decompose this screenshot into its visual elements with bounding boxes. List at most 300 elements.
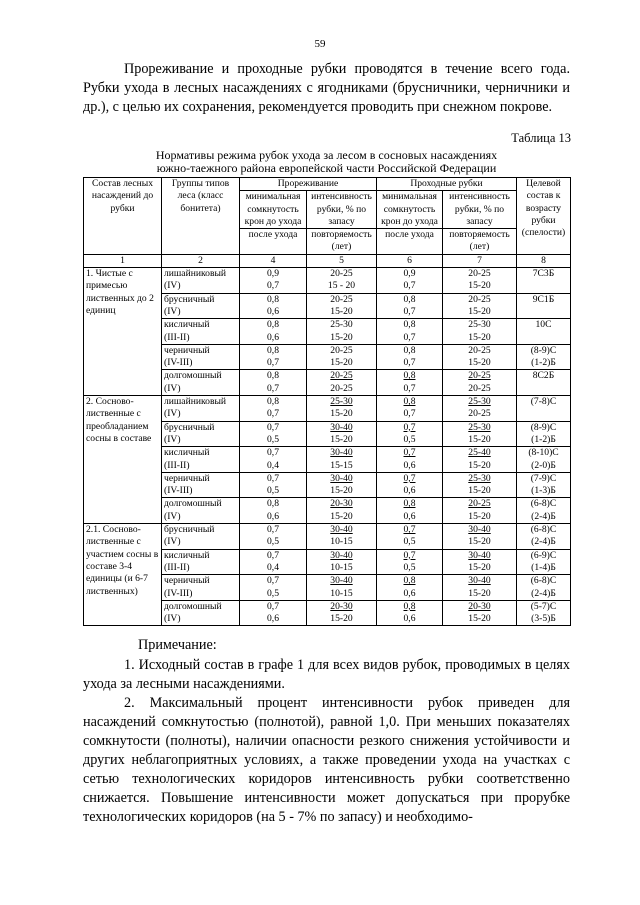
bonitet-class: (IV) xyxy=(164,433,181,445)
group-name: 2. Сосново-лиственные с преобладанием сосны в составе xyxy=(84,396,162,524)
p_min-value xyxy=(379,473,440,485)
t_int-value xyxy=(309,447,374,459)
forest-type-cell xyxy=(162,524,240,550)
p-int-cell xyxy=(443,498,517,524)
p-min-cell xyxy=(377,600,443,626)
col-number: 2 xyxy=(162,254,240,267)
t_int-value: 30-40 xyxy=(330,575,353,587)
t-int-cell xyxy=(307,319,377,345)
t-int-cell xyxy=(307,344,377,370)
t_int-value xyxy=(309,422,374,434)
bonitet-class: (IV) xyxy=(164,305,181,317)
target-composition: 9С1Б xyxy=(532,293,555,305)
bonitet-class: (III-II) xyxy=(164,459,190,471)
forest-type: брусничный xyxy=(164,421,215,433)
forest-type-cell xyxy=(162,344,240,370)
p_int-value: 15-20 xyxy=(468,561,491,573)
t_min-value: 0,7 xyxy=(267,382,279,394)
p-min-cell xyxy=(377,524,443,550)
p_int-value: 25-30 xyxy=(468,396,491,408)
p_min-value: 0,7 xyxy=(403,549,416,561)
forest-type: кисличный xyxy=(164,447,210,459)
p-int-cell xyxy=(443,268,517,294)
target-composition-cell xyxy=(517,549,571,575)
forest-type-cell xyxy=(162,472,240,498)
norms-table xyxy=(83,177,571,626)
page-number: 59 xyxy=(314,38,326,50)
t-min-cell xyxy=(240,344,307,370)
bonitet-class: (IV) xyxy=(164,280,181,292)
p_int-value: 15-20 xyxy=(468,459,491,471)
table-label: Таблица 13 xyxy=(511,131,571,145)
p_int-value: 25-30 xyxy=(468,472,491,484)
t_int-value: 15-20 xyxy=(330,331,353,343)
t_int-value: 30-40 xyxy=(330,524,353,536)
forest-type-cell xyxy=(162,370,240,396)
p_min-value: 0,9 xyxy=(403,268,416,280)
t_int-value: 20-25 xyxy=(330,268,353,280)
t-int-cell xyxy=(307,472,377,498)
t_min-value: 0,8 xyxy=(267,344,279,356)
group-name: 2.1. Сосново-лиственные с участием сосны в составе 3-4 единицы (и 6-7 лиственных) xyxy=(84,524,162,626)
p_int-value: 25-40 xyxy=(468,447,491,459)
t_int-value xyxy=(309,601,374,613)
intro-paragraph: Прореживание и проходные рубки проводятся в течение всего года. Рубки ухода в лесных насаждениях с ягодниками (брусничники, черничники и др.), с целью их сохранения, рекомендуется проводить при снежном покрове. xyxy=(83,61,570,115)
p-int-cell xyxy=(443,472,517,498)
forest-type: долгомошный xyxy=(164,370,222,382)
bonitet-class: (III-II) xyxy=(164,331,190,343)
table-row xyxy=(84,268,571,294)
t_min-value: 0,5 xyxy=(267,536,279,548)
target-composition: (6-8)С xyxy=(530,498,557,510)
target-composition-cell xyxy=(517,524,571,550)
p_min-value: 0,7 xyxy=(403,408,416,420)
p-min-cell xyxy=(377,472,443,498)
forest-type: кисличный xyxy=(164,549,210,561)
t-int-cell xyxy=(307,447,377,473)
header-composition: Состав лесных насаждений до рубки xyxy=(84,178,162,255)
target-composition: (6-8)С xyxy=(530,524,557,536)
note-title: Примечание: xyxy=(138,637,217,653)
forest-type: долгомошный xyxy=(164,600,222,612)
p-int-cell xyxy=(443,447,517,473)
target-composition: (2-0)Б xyxy=(531,459,556,471)
p_min-value: 0,5 xyxy=(403,433,416,445)
p_int-value: 30-40 xyxy=(468,524,491,536)
forest-type-cell xyxy=(162,575,240,601)
forest-type-cell xyxy=(162,447,240,473)
p_min-value: 0,6 xyxy=(403,485,416,497)
t-min-cell xyxy=(240,319,307,345)
t_int-value: 20-30 xyxy=(330,498,353,510)
target-composition: 8С2Б xyxy=(532,370,555,382)
target-composition: (6-9)С xyxy=(530,549,557,561)
t-min-cell xyxy=(240,498,307,524)
bonitet-class: (IV-III) xyxy=(164,357,193,369)
p_int-value: 20-25 xyxy=(468,268,491,280)
p_min-value xyxy=(379,575,440,587)
t-min-cell xyxy=(240,472,307,498)
p_min-value: 0,7 xyxy=(403,305,416,317)
p_int-value: 15-20 xyxy=(468,305,491,317)
p_int-value xyxy=(445,422,514,434)
target-composition-cell xyxy=(517,600,571,626)
target-composition-cell xyxy=(517,421,571,447)
header-thinning-after: после ухода xyxy=(240,229,307,255)
t-min-cell xyxy=(240,268,307,294)
p_int-value: 15-20 xyxy=(468,280,491,292)
t_int-value xyxy=(309,396,374,408)
t_min-value: 0,5 xyxy=(267,587,279,599)
p_int-value: 20-25 xyxy=(468,382,491,394)
p_min-value: 0,8 xyxy=(403,319,416,331)
t_int-value: 30-40 xyxy=(330,421,353,433)
t_min-value: 0,7 xyxy=(267,280,279,292)
p_min-value: 0,6 xyxy=(403,510,416,522)
target-composition-cell xyxy=(517,447,571,473)
col-number: 1 xyxy=(84,254,162,267)
bonitet-class: (IV) xyxy=(164,408,181,420)
p-int-cell xyxy=(443,524,517,550)
target-composition: 10С xyxy=(535,319,552,331)
header-passing-after: после ухода xyxy=(377,229,443,255)
forest-type: брусничный xyxy=(164,524,215,536)
t_min-value: 0,7 xyxy=(267,600,279,612)
t_min-value: 0,7 xyxy=(267,575,279,587)
p_min-value xyxy=(379,550,440,562)
p_min-value: 0,8 xyxy=(403,600,416,612)
t-min-cell xyxy=(240,549,307,575)
t-int-cell xyxy=(307,268,377,294)
target-composition: (3-5)Б xyxy=(531,613,556,625)
t_min-value: 0,7 xyxy=(267,447,279,459)
p_int-value xyxy=(445,447,514,459)
forest-type: черничный xyxy=(164,472,210,484)
column-number-row xyxy=(84,254,571,267)
p_min-value: 0,8 xyxy=(403,575,416,587)
t_int-value: 20-30 xyxy=(330,600,353,612)
p-min-cell xyxy=(377,344,443,370)
table-row xyxy=(84,396,571,422)
t_int-value xyxy=(309,370,374,382)
t_int-value: 30-40 xyxy=(330,549,353,561)
target-composition: (7-8)С xyxy=(530,396,557,408)
p_int-value xyxy=(445,601,514,613)
p-int-cell xyxy=(443,396,517,422)
p-min-cell xyxy=(377,575,443,601)
note-1: 1. Исходный состав в графе 1 для всех видов рубок, проводимых в целях ухода за лесными насаждениями. xyxy=(83,657,570,692)
p-min-cell xyxy=(377,549,443,575)
p-int-cell xyxy=(443,370,517,396)
col-number: 8 xyxy=(517,254,571,267)
p_int-value: 15-20 xyxy=(468,536,491,548)
target-composition-cell xyxy=(517,293,571,319)
header-passing-min-density: минимальная сомкнутость крон до ухода xyxy=(377,191,443,229)
p-min-cell xyxy=(377,268,443,294)
p_int-value: 15-20 xyxy=(468,433,491,445)
p-min-cell xyxy=(377,370,443,396)
p_int-value: 20-30 xyxy=(468,600,491,612)
t_min-value: 0,4 xyxy=(267,459,279,471)
col-number: 4 xyxy=(240,254,307,267)
target-composition: (6-8)С xyxy=(530,575,557,587)
t-min-cell xyxy=(240,293,307,319)
p_int-value: 15-20 xyxy=(468,357,491,369)
t-int-cell xyxy=(307,293,377,319)
p_int-value: 30-40 xyxy=(468,575,491,587)
note-2: 2. Максимальный процент интенсивности рубок приведен для насаждений сомкнутостью (полнотой), равной 1,0. При меньших показателях сомкнутости (полноты), наличии опасности резкого снижения устойчивости и других неблагоприятных условиях, а также проведении ухода на участках с сетью технологических коридоров интенсивность рубки соответственно снижается. Повышение интенсивности может допускаться при прорубке технологических коридоров (на 5 - 7% по запасу) и необходимо- xyxy=(83,695,570,825)
t-min-cell xyxy=(240,447,307,473)
t_min-value: 0,8 xyxy=(267,370,279,382)
t_int-value: 15-20 xyxy=(330,408,353,420)
p_min-value: 0,7 xyxy=(403,472,416,484)
target-composition-cell xyxy=(517,472,571,498)
target-composition: (8-9)С xyxy=(530,421,557,433)
p_int-value xyxy=(445,473,514,485)
p_int-value: 25-30 xyxy=(468,319,491,331)
t_int-value: 15 - 20 xyxy=(327,280,356,292)
forest-type: брусничный xyxy=(164,293,215,305)
t_int-value: 20-25 xyxy=(330,382,353,394)
p-min-cell xyxy=(377,396,443,422)
forest-type-cell xyxy=(162,600,240,626)
t_min-value: 0,8 xyxy=(267,319,279,331)
t_int-value: 30-40 xyxy=(330,472,353,484)
forest-type-cell xyxy=(162,319,240,345)
t_int-value: 20-25 xyxy=(330,370,353,382)
p_int-value xyxy=(445,575,514,587)
t-min-cell xyxy=(240,421,307,447)
t_int-value: 15-20 xyxy=(330,510,353,522)
target-composition: (1-2)Б xyxy=(531,433,556,445)
t_int-value xyxy=(309,575,374,587)
t_int-value: 10-15 xyxy=(330,561,353,573)
p_min-value: 0,7 xyxy=(403,524,416,536)
col-number: 6 xyxy=(377,254,443,267)
group-name: 1. Чистые с примесью лиственных до 2 единиц xyxy=(84,268,162,396)
header-forest-type: Группы типов леса (класс бонитета) xyxy=(162,178,240,255)
p_min-value: 0,7 xyxy=(403,447,416,459)
t-int-cell xyxy=(307,600,377,626)
t_int-value xyxy=(309,473,374,485)
t_min-value: 0,7 xyxy=(267,524,279,536)
p_int-value: 15-20 xyxy=(468,331,491,343)
t_int-value: 15-20 xyxy=(330,433,353,445)
p-int-cell xyxy=(443,575,517,601)
p_int-value: 25-30 xyxy=(468,421,491,433)
p_min-value: 0,8 xyxy=(403,396,416,408)
p-int-cell xyxy=(443,600,517,626)
p_int-value: 20-25 xyxy=(468,293,491,305)
forest-type-cell xyxy=(162,396,240,422)
target-composition: (1-2)Б xyxy=(531,357,556,369)
target-composition-cell xyxy=(517,575,571,601)
t_min-value: 0,6 xyxy=(267,510,279,522)
p_min-value xyxy=(379,601,440,613)
t_min-value: 0,8 xyxy=(267,396,279,408)
p_int-value xyxy=(445,370,514,382)
forest-type-cell xyxy=(162,498,240,524)
t_min-value: 0,9 xyxy=(267,268,279,280)
t_int-value: 15-20 xyxy=(330,613,353,625)
header-passing-cuts: Проходные рубки xyxy=(377,178,517,191)
p_int-value: 20-25 xyxy=(468,498,491,510)
p-int-cell xyxy=(443,344,517,370)
p-int-cell xyxy=(443,319,517,345)
table-caption-line1: Нормативы режима рубок ухода за лесом в сосновых насаждениях xyxy=(155,148,498,162)
col-number: 5 xyxy=(307,254,377,267)
p-int-cell xyxy=(443,293,517,319)
p_int-value: 15-20 xyxy=(468,510,491,522)
target-composition: (2-4)Б xyxy=(531,536,556,548)
p_min-value: 0,7 xyxy=(403,357,416,369)
header-passing-repeat: повторяемость (лет) xyxy=(443,229,517,255)
forest-type: черничный xyxy=(164,344,210,356)
t_int-value xyxy=(309,550,374,562)
t_min-value: 0,6 xyxy=(267,613,279,625)
target-composition-cell xyxy=(517,498,571,524)
p-min-cell xyxy=(377,447,443,473)
target-composition: (1-3)Б xyxy=(531,485,556,497)
t_int-value: 25-30 xyxy=(330,396,353,408)
t-int-cell xyxy=(307,370,377,396)
table-caption-line2: южно-таежного района европейской части Российской Федерации xyxy=(156,161,497,175)
t_min-value: 0,4 xyxy=(267,561,279,573)
t-int-cell xyxy=(307,524,377,550)
p_min-value: 0,6 xyxy=(403,459,416,471)
p_int-value: 20-25 xyxy=(468,344,491,356)
col-number: 7 xyxy=(443,254,517,267)
p_min-value xyxy=(379,370,440,382)
bonitet-class: (III-II) xyxy=(164,561,190,573)
forest-type: лишайниковый xyxy=(164,396,227,408)
t-min-cell xyxy=(240,396,307,422)
target-composition: 7С3Б xyxy=(532,268,555,280)
header-thinning-min-density: минимальная сомкнутость крон до ухода xyxy=(240,191,307,229)
bonitet-class: (IV) xyxy=(164,613,181,625)
forest-type-cell xyxy=(162,268,240,294)
t-min-cell xyxy=(240,524,307,550)
header-passing-intensity: интенсивность рубки, % по запасу xyxy=(443,191,517,229)
forest-type-cell xyxy=(162,293,240,319)
p_min-value xyxy=(379,447,440,459)
t-int-cell xyxy=(307,421,377,447)
p_int-value xyxy=(445,550,514,562)
target-composition-cell xyxy=(517,268,571,294)
p_min-value: 0,8 xyxy=(403,344,416,356)
t_int-value xyxy=(309,498,374,510)
p_min-value: 0,7 xyxy=(403,280,416,292)
p_min-value: 0,6 xyxy=(403,613,416,625)
t_int-value: 20-25 xyxy=(330,293,353,305)
target-composition-cell xyxy=(517,319,571,345)
t_min-value: 0,7 xyxy=(267,357,279,369)
header-thinning: Прореживание xyxy=(240,178,377,191)
p_min-value xyxy=(379,396,440,408)
t_int-value: 30-40 xyxy=(330,447,353,459)
t_int-value: 15-20 xyxy=(330,357,353,369)
t-int-cell xyxy=(307,498,377,524)
p-min-cell xyxy=(377,498,443,524)
forest-type: лишайниковый xyxy=(164,268,227,280)
p_int-value: 15-20 xyxy=(468,587,491,599)
forest-type: черничный xyxy=(164,575,210,587)
bonitet-class: (IV) xyxy=(164,536,181,548)
p_int-value: 15-20 xyxy=(468,485,491,497)
table-row xyxy=(84,524,571,550)
t_min-value: 0,7 xyxy=(267,408,279,420)
p_min-value xyxy=(379,498,440,510)
bonitet-class: (IV) xyxy=(164,510,181,522)
p_int-value: 20-25 xyxy=(468,370,491,382)
forest-type-cell xyxy=(162,549,240,575)
p_min-value: 0,7 xyxy=(403,331,416,343)
target-composition: (1-4)Б xyxy=(531,561,556,573)
t-min-cell xyxy=(240,370,307,396)
target-composition-cell xyxy=(517,370,571,396)
table-caption xyxy=(83,149,570,175)
t_int-value xyxy=(309,524,374,536)
target-composition: (8-10)С xyxy=(528,447,559,459)
p_int-value xyxy=(445,498,514,510)
p_min-value: 0,8 xyxy=(403,293,416,305)
t_min-value: 0,5 xyxy=(267,485,279,497)
p-min-cell xyxy=(377,421,443,447)
p-min-cell xyxy=(377,319,443,345)
forest-type: долгомошный xyxy=(164,498,222,510)
t_min-value: 0,5 xyxy=(267,433,279,445)
t_int-value: 25-30 xyxy=(330,319,353,331)
t_int-value: 20-25 xyxy=(330,344,353,356)
forest-type: кисличный xyxy=(164,319,210,331)
p-int-cell xyxy=(443,421,517,447)
p_min-value: 0,5 xyxy=(403,561,416,573)
target-composition: (2-4)Б xyxy=(531,510,556,522)
p_min-value: 0,6 xyxy=(403,587,416,599)
p_int-value xyxy=(445,524,514,536)
target-composition: (5-7)С xyxy=(530,600,557,612)
t-int-cell xyxy=(307,549,377,575)
t-min-cell xyxy=(240,600,307,626)
t_int-value: 15-15 xyxy=(330,459,353,471)
bonitet-class: (IV-III) xyxy=(164,587,193,599)
t_min-value: 0,8 xyxy=(267,293,279,305)
header-target-composition: Целевой состав к возрасту рубки (спелости) xyxy=(517,178,571,255)
t_int-value: 10-15 xyxy=(330,536,353,548)
header-thinning-intensity: интенсивность рубки, % по запасу xyxy=(307,191,377,229)
t_min-value: 0,7 xyxy=(267,549,279,561)
target-composition: (7-9)С xyxy=(530,472,557,484)
t_int-value: 15-20 xyxy=(330,485,353,497)
p_int-value xyxy=(445,396,514,408)
p_int-value: 20-25 xyxy=(468,408,491,420)
p_min-value xyxy=(379,422,440,434)
t-int-cell xyxy=(307,396,377,422)
bonitet-class: (IV-III) xyxy=(164,485,193,497)
target-composition-cell xyxy=(517,396,571,422)
t_min-value: 0,7 xyxy=(267,472,279,484)
t-int-cell xyxy=(307,575,377,601)
p_min-value: 0,5 xyxy=(403,536,416,548)
table-body xyxy=(84,268,571,626)
p_int-value: 30-40 xyxy=(468,549,491,561)
target-composition: (2-4)Б xyxy=(531,587,556,599)
t_min-value: 0,6 xyxy=(267,331,279,343)
p_int-value: 15-20 xyxy=(468,613,491,625)
p_min-value: 0,7 xyxy=(403,421,416,433)
p_min-value: 0,8 xyxy=(403,498,416,510)
forest-type-cell xyxy=(162,421,240,447)
